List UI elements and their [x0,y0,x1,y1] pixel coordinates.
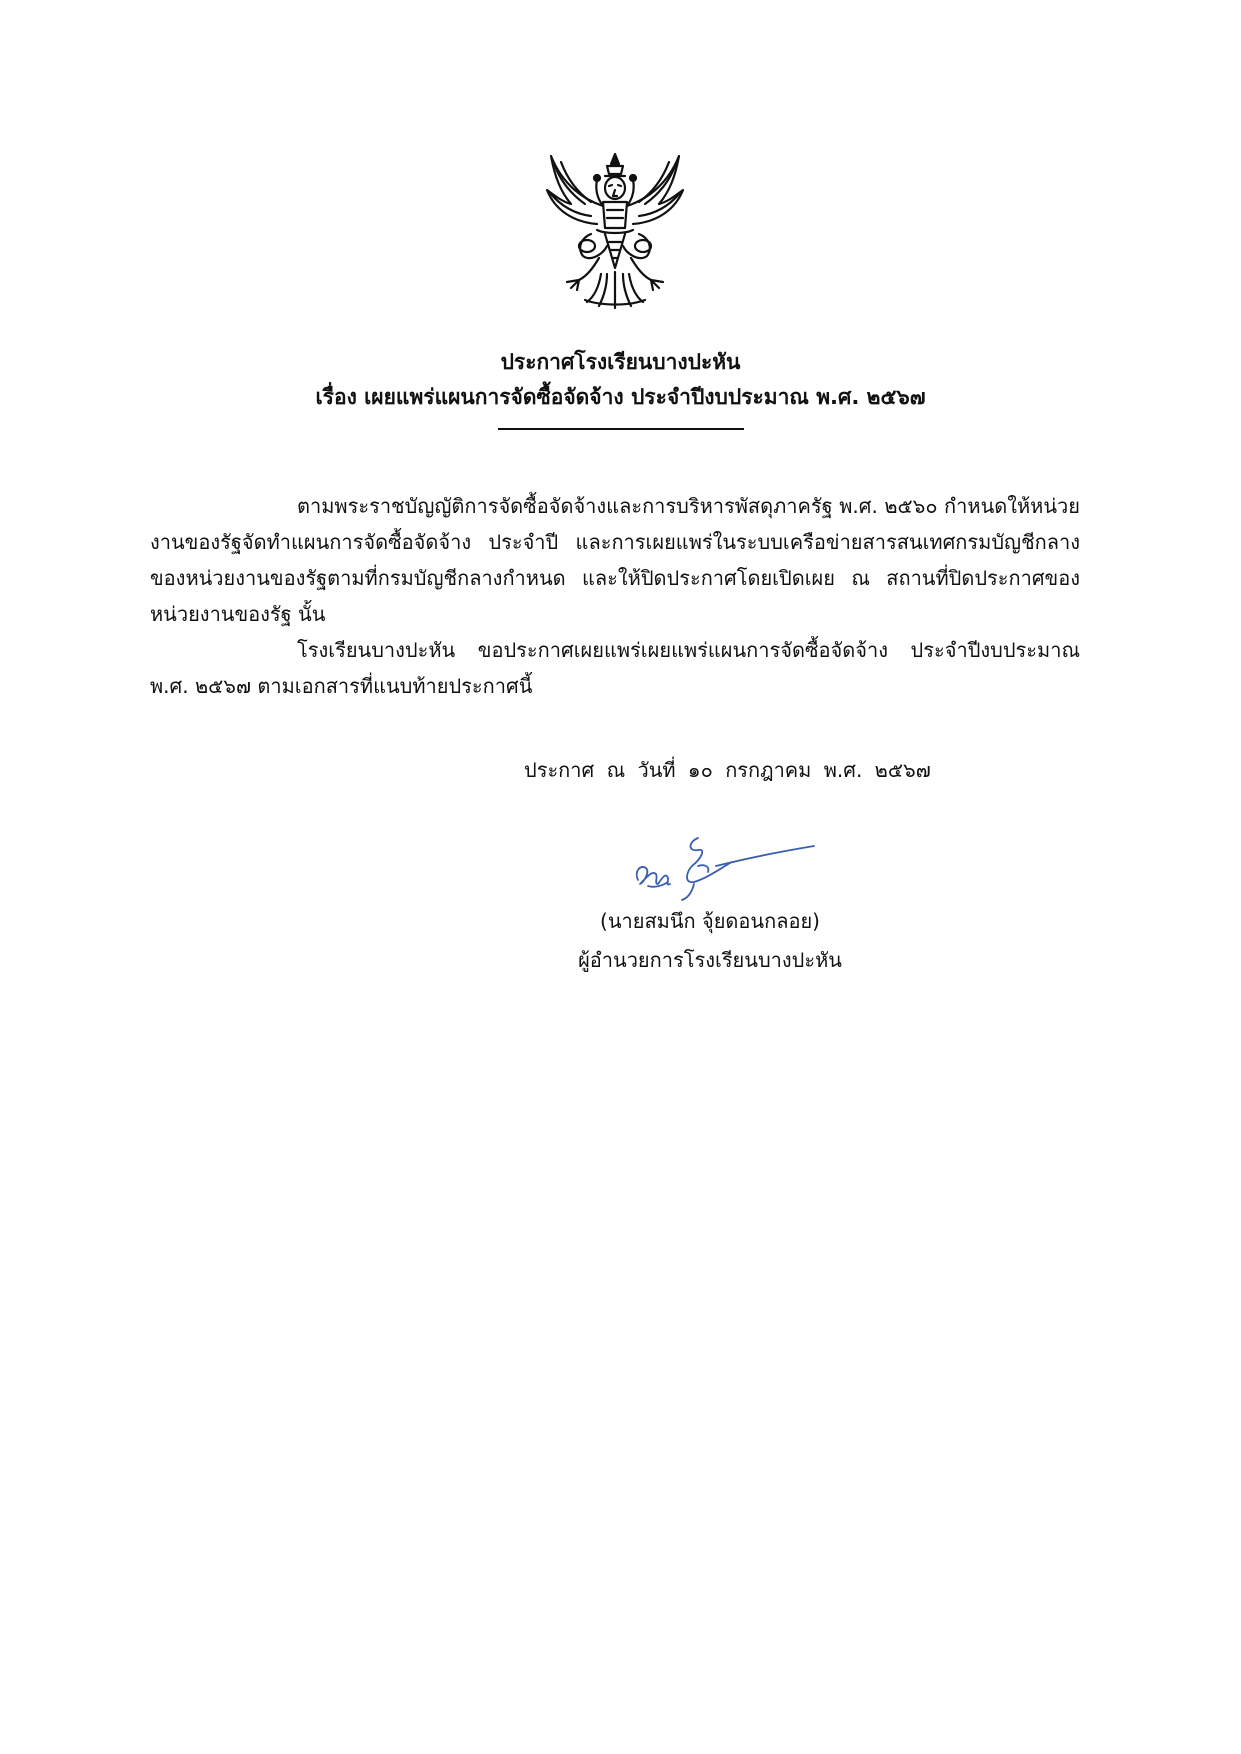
garuda-emblem-icon [541,150,689,310]
signer-position: ผู้อำนวยการโรงเรียนบางปะหัน [578,948,842,972]
handwritten-signature [628,828,818,904]
body-paragraph-1: ตามพระราชบัญญัติการจัดซื้อจัดจ้างและการบริหารพัสดุภาครัฐ พ.ศ. ๒๕๖๐ กำหนดให้หน่วยงานของรัฐจัดทำแผนการจัดซื้อจัดจ้าง ประจำปี และการเผยแพร่ในระบบเครือข่ายสารสนเทศกรมบัญชีกลางของหน่วยงานของรัฐตามที่กรมบัญชีกลางกำหนด และให้ปิดประกาศโดยเปิดเผย ณ สถานที่ปิดประกาศของหน่วยงานของรัฐ นั้น [150,494,1080,626]
announcement-date: ประกาศ ณ วันที่ ๑๐ กรกฎาคม พ.ศ. ๒๕๖๗ [524,758,931,782]
title-divider [498,428,744,430]
signer-name: (นายสมนึก จุ้ยดอนกลอย) [600,909,820,933]
body-paragraph-2: โรงเรียนบางปะหัน ขอประกาศเผยแพร่เผยแพร่แผนการจัดซื้อจัดจ้าง ประจำปีงบประมาณ พ.ศ. ๒๕๖๗ ตามเอกสารที่แนบท้ายประกาศนี้ [150,638,1080,698]
announcement-title: ประกาศโรงเรียนบางปะหัน [500,350,741,374]
announcement-subject: เรื่อง เผยแพร่แผนการจัดซื้อจัดจ้าง ประจำปีงบประมาณ พ.ศ. ๒๕๖๗ [315,385,926,409]
